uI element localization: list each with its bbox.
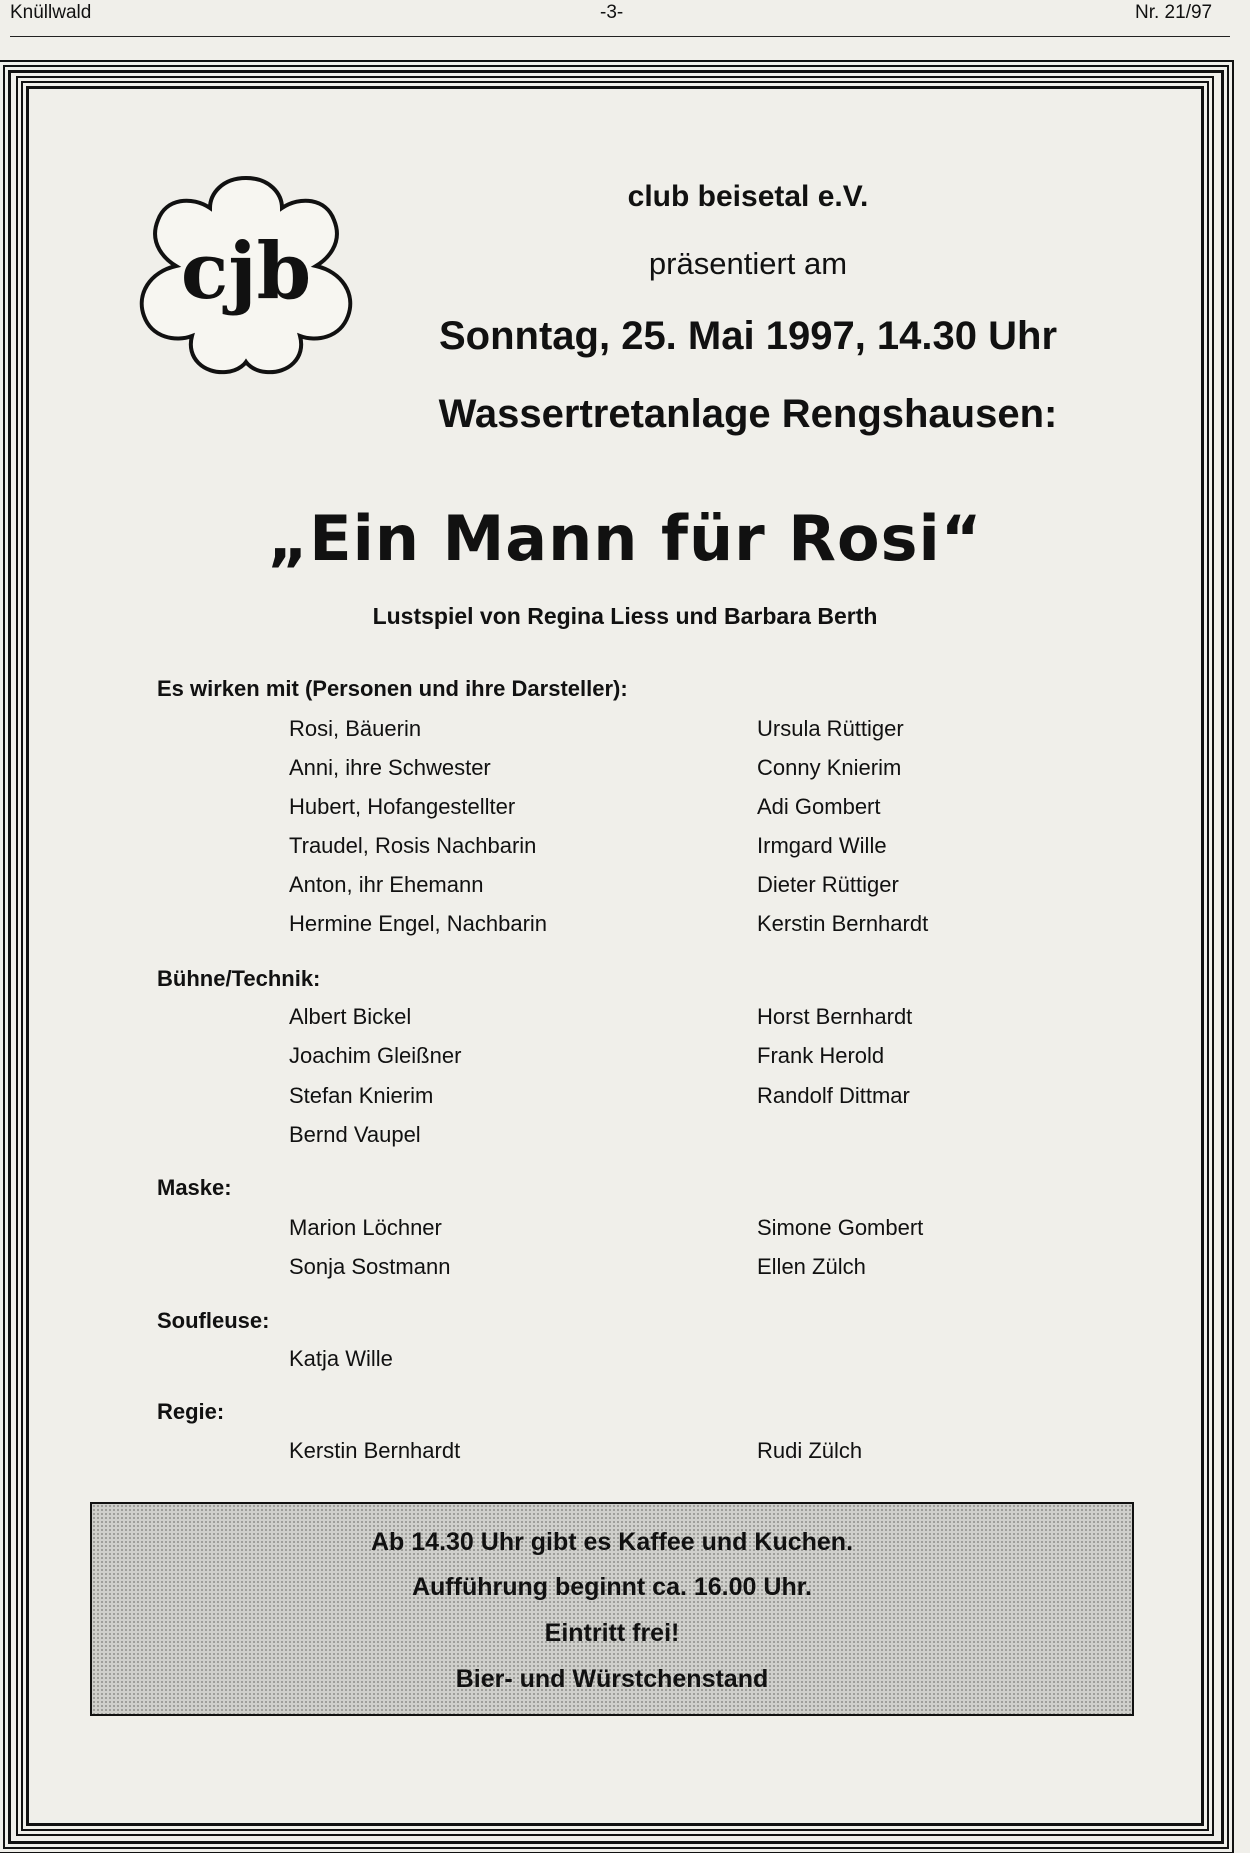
cast-role: Hermine Engel, Nachbarin	[289, 911, 548, 936]
play-title: „Ein Mann für Rosi“	[267, 502, 983, 575]
makeup-member: Sonja Sostmann	[289, 1254, 451, 1279]
director-member: Rudi Zülch	[757, 1438, 863, 1463]
cast-role: Anni, ihre Schwester	[289, 755, 491, 780]
info-box	[90, 1502, 1134, 1716]
cast-role: Anton, ihr Ehemann	[289, 872, 484, 897]
header-divider	[10, 36, 1230, 37]
cast-heading: Es wirken mit (Personen und ihre Darsteller):	[157, 676, 628, 701]
stage-crew-member: Frank Herold	[757, 1043, 885, 1068]
cast-role: Hubert, Hofangestellter	[289, 794, 516, 819]
cast-role: Rosi, Bäuerin	[289, 716, 422, 741]
stage-crew-member: Joachim Gleißner	[289, 1043, 462, 1068]
cast-actor: Adi Gombert	[757, 794, 881, 819]
cast-actor: Ursula Rüttiger	[757, 716, 904, 741]
stage-crew-member: Bernd Vaupel	[289, 1122, 421, 1147]
stage-crew-member: Albert Bickel	[289, 1004, 412, 1029]
club-name: club beisetal e.V.	[627, 180, 869, 213]
header-page-number: -3-	[600, 2, 624, 23]
cast-actor: Irmgard Wille	[757, 833, 887, 858]
director-member: Kerstin Bernhardt	[289, 1438, 461, 1463]
cast-actor: Kerstin Bernhardt	[757, 911, 929, 936]
info-line: Aufführung beginnt ca. 16.00 Uhr.	[411, 1573, 813, 1601]
info-line: Eintritt frei!	[544, 1619, 680, 1647]
makeup-member: Simone Gombert	[757, 1215, 924, 1240]
presents-text: präsentiert am	[648, 246, 848, 281]
event-venue: Wassertretanlage Rengshausen:	[438, 392, 1058, 436]
cast-actor: Dieter Rüttiger	[757, 872, 899, 897]
makeup-heading: Maske:	[157, 1175, 232, 1200]
info-line: Ab 14.30 Uhr gibt es Kaffee und Kuchen.	[370, 1528, 854, 1556]
info-line: Bier- und Würstchenstand	[455, 1665, 769, 1693]
play-subtitle: Lustspiel von Regina Liess und Barbara Berth	[372, 603, 878, 629]
prompter-member: Katja Wille	[289, 1346, 393, 1371]
cast-role: Traudel, Rosis Nachbarin	[289, 833, 537, 858]
flower-badge-icon	[130, 170, 362, 378]
director-heading: Regie:	[157, 1399, 225, 1424]
cast-actor: Conny Knierim	[757, 755, 902, 780]
event-date: Sonntag, 25. Mai 1997, 14.30 Uhr	[438, 314, 1058, 358]
stage-crew-member: Horst Bernhardt	[757, 1004, 913, 1029]
stage-crew-member: Randolf Dittmar	[757, 1083, 910, 1108]
makeup-member: Marion Löchner	[289, 1215, 442, 1240]
stage-crew-member: Stefan Knierim	[289, 1083, 434, 1108]
header-publication: Knüllwald	[10, 2, 92, 23]
page-header	[0, 0, 1250, 40]
logo-text: cjb	[180, 226, 312, 317]
makeup-member: Ellen Zülch	[757, 1254, 866, 1279]
stage-heading: Bühne/Technik:	[157, 966, 321, 991]
header-issue-number: Nr. 21/97	[1135, 2, 1213, 23]
prompter-heading: Soufleuse:	[157, 1308, 270, 1333]
